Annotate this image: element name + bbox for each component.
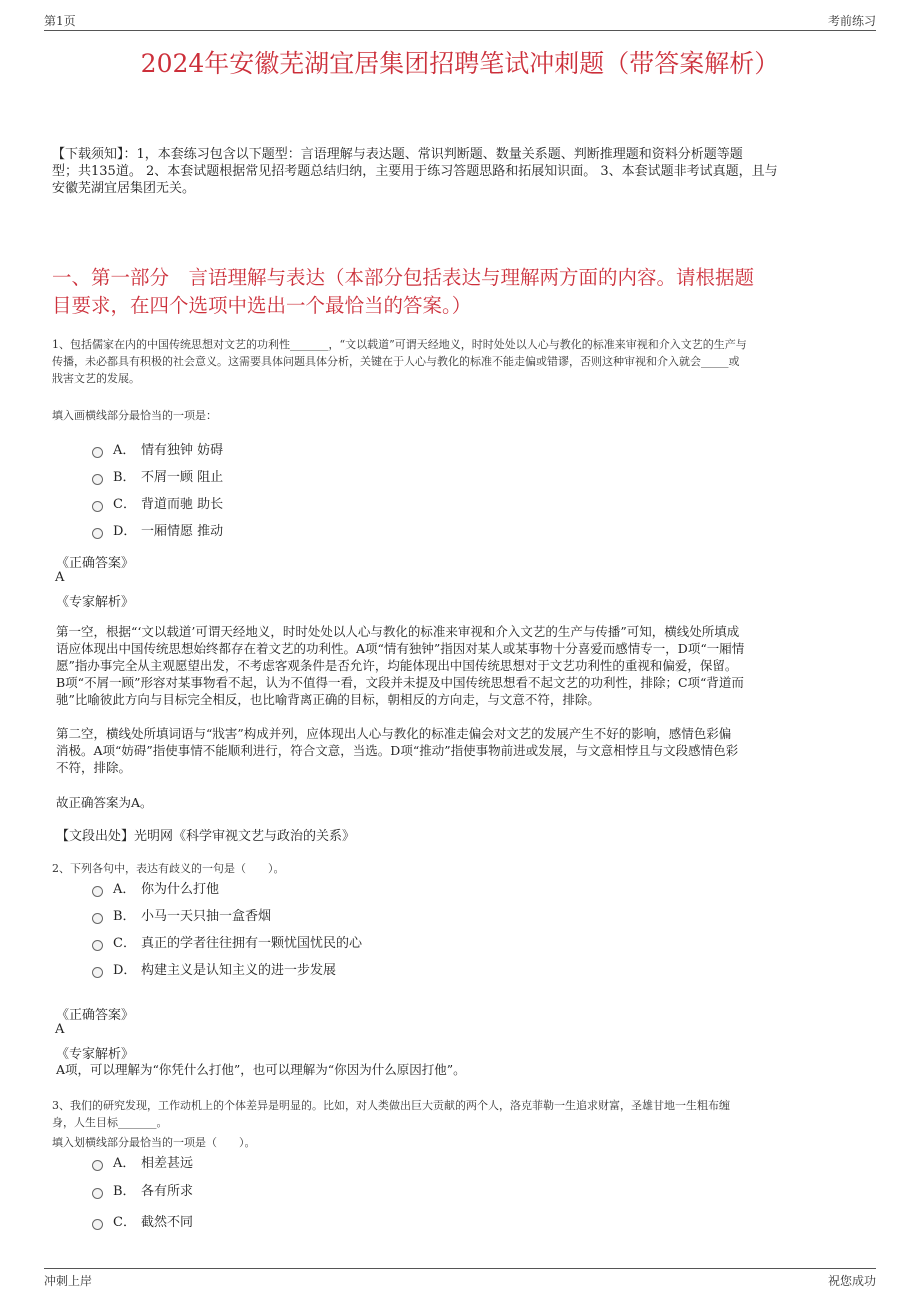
analysis-line: B项“不屑一顾”形容对某事物看不起，认为不值得一看，文段并未提及中国传统思想看不起文艺的功利性，排除；C项“背道而	[56, 675, 744, 690]
q3-option-a[interactable]	[92, 1153, 193, 1175]
page-title: 2024年安徽芜湖宜居集团招聘笔试冲刺题（带答案解析）	[140, 49, 780, 78]
analysis-line: 语应体现出中国传统思想始终都存在着文艺的功利性。A项“情有独钟”指因对某人或某事物十分喜爱而感情专一，D项“一厢情	[56, 641, 745, 656]
header-right-text: 考前练习	[827, 14, 876, 28]
q2-option-c[interactable]	[92, 933, 362, 955]
analysis-paragraph-2	[56, 725, 868, 776]
stem-line: 身，人生目标_______。	[52, 1116, 168, 1129]
stem-line: 传播，未必都具有积极的社会意义。这需要具体问题具体分析，关键在于人心与教化的标准不能走偏或错谬，否则这种审视和介入就会_____或	[52, 355, 740, 368]
answer-value: A	[55, 570, 65, 585]
analysis-paragraph-1	[56, 623, 868, 708]
option-text: 真正的学者往往拥有一颗忧国忧民的心	[141, 936, 363, 951]
analysis-line: 驰”比喻彼此方向与目标完全相反，也比喻背离正确的目标，朝相反的方向走，与文意不符，排除。	[56, 692, 600, 707]
radio-button[interactable]	[92, 1188, 103, 1199]
answer-label: 《正确答案》	[56, 1008, 135, 1023]
passage-source: 【文段出处】光明网《科学审视文艺与政治的关系》	[56, 829, 356, 844]
option-text: 背道而驰 助长	[141, 497, 224, 512]
radio-button[interactable]	[92, 474, 103, 485]
footer-rule	[44, 1268, 876, 1269]
radio-button[interactable]	[92, 501, 103, 512]
question-1-prompt: 填入画横线部分最恰当的一项是：	[52, 409, 217, 422]
q3-option-b[interactable]	[92, 1181, 193, 1203]
radio-button[interactable]	[92, 447, 103, 458]
option-text: 一厢情愿 推动	[141, 524, 224, 539]
option-letter: C．	[113, 1215, 136, 1230]
option-text: 各有所求	[141, 1184, 194, 1199]
radio-button[interactable]	[92, 1219, 103, 1230]
q2-option-a[interactable]	[92, 879, 219, 901]
q1-option-b[interactable]	[92, 467, 223, 489]
analysis-label: 《专家解析》	[56, 1047, 135, 1062]
option-letter: D．	[113, 524, 137, 539]
option-letter: C．	[113, 936, 136, 951]
analysis-line: 第二空，横线处所填词语与“戕害”构成并列，应体现出人心与教化的标准走偏会对文艺的发展产生不好的影响，感情色彩偏	[56, 726, 732, 741]
analysis-line: 第一空，根据“‘文以载道’可谓天经地义，时时处处以人心与教化的标准来审视和介入文艺的生产与传播”可知，横线处所填成	[56, 624, 740, 639]
radio-button[interactable]	[92, 886, 103, 897]
analysis-line: 消极。A项“妨碍”指使事情不能顺利进行，符合文意，当选。D项“推动”指使事物前进或发展，与文意相悖且与文段感情色彩	[56, 743, 739, 758]
option-text: 不屑一顾 阻止	[141, 470, 224, 485]
notice-line: 【下载须知】：1，本套练习包含以下题型：言语理解与表达题、常识判断题、数量关系题、判断推理题和资料分析题等题	[52, 147, 743, 162]
option-text: 小马一天只抽一盒香烟	[141, 909, 272, 924]
stem-line: 3、我们的研究发现，工作动机上的个体差异是明显的。比如，对人类做出巨大贡献的两个人，洛克菲勒一生追求财富，圣雄甘地一生粗布缠	[52, 1099, 730, 1112]
option-text: 截然不同	[141, 1215, 194, 1230]
section-heading-line: 一、第一部分 言语理解与表达（本部分包括表达与理解两方面的内容。请根据题	[52, 266, 755, 289]
radio-button[interactable]	[92, 528, 103, 539]
radio-button[interactable]	[92, 913, 103, 924]
footer-left-text: 冲刺上岸	[44, 1274, 93, 1288]
q1-option-d[interactable]	[92, 521, 223, 543]
q2-option-b[interactable]	[92, 906, 271, 928]
section-heading-line: 目要求，在四个选项中选出一个最恰当的答案。）	[52, 294, 472, 317]
option-letter: D．	[113, 963, 137, 978]
analysis-conclusion: 故正确答案为A。	[56, 795, 153, 810]
notice-line: 安徽芜湖宜居集团无关。	[52, 181, 196, 196]
q2-option-d[interactable]	[92, 960, 336, 982]
option-letter: B．	[113, 1184, 136, 1199]
q3-option-c[interactable]	[92, 1212, 193, 1234]
question-1-stem	[52, 336, 872, 387]
answer-value: A	[55, 1022, 65, 1037]
question-3-prompt: 填入划横线部分最恰当的一项是（ ）。	[52, 1136, 256, 1149]
footer-right-text: 祝您成功	[827, 1274, 876, 1288]
analysis-line: 愿”指办事完全从主观愿望出发，不考虑客观条件是否允许，均能体现出中国传统思想对于文艺功利性的重视和偏爱，保留。	[56, 658, 738, 673]
option-letter: A．	[113, 1156, 136, 1171]
option-letter: C．	[113, 497, 136, 512]
section-heading	[52, 264, 862, 320]
analysis-label: 《专家解析》	[56, 595, 135, 610]
analysis-line: 不符，排除。	[56, 760, 132, 775]
q1-option-a[interactable]	[92, 440, 223, 462]
option-text: 情有独钟 妨碍	[141, 443, 224, 458]
option-text: 相差甚远	[141, 1156, 194, 1171]
answer-label: 《正确答案》	[56, 556, 135, 571]
radio-button[interactable]	[92, 967, 103, 978]
option-text: 构建主义是认知主义的进一步发展	[141, 963, 337, 978]
q2-analysis: A项，可以理解为“你凭什么打他”，也可以理解为“你因为什么原因打他”。	[56, 1062, 466, 1077]
notice-line: 型；共135道。 2、本套试题根据常见招考题总结归纳，主要用于练习答题思路和拓展知识面。 3、本套试题非考试真题，且与	[52, 164, 778, 179]
page-number: 第1页	[44, 14, 76, 28]
option-letter: B．	[113, 909, 136, 924]
question-2-stem: 2、下列各句中，表达有歧义的一句是（ ）。	[52, 862, 285, 875]
option-letter: A．	[113, 882, 136, 897]
radio-button[interactable]	[92, 1160, 103, 1171]
q1-option-c[interactable]	[92, 494, 223, 516]
question-3-stem	[52, 1097, 872, 1131]
radio-button[interactable]	[92, 940, 103, 951]
option-text: 你为什么打他	[141, 882, 220, 897]
option-letter: B．	[113, 470, 136, 485]
stem-line: 1、包括儒家在内的中国传统思想对文艺的功利性_______，“文以载道”可谓天经地义，时时处处以人心与教化的标准来审视和介入文艺的生产与	[52, 338, 747, 351]
option-letter: A．	[113, 443, 136, 458]
download-notice	[52, 146, 862, 197]
header-rule	[44, 30, 876, 31]
stem-line: 戕害文艺的发展。	[52, 372, 140, 385]
